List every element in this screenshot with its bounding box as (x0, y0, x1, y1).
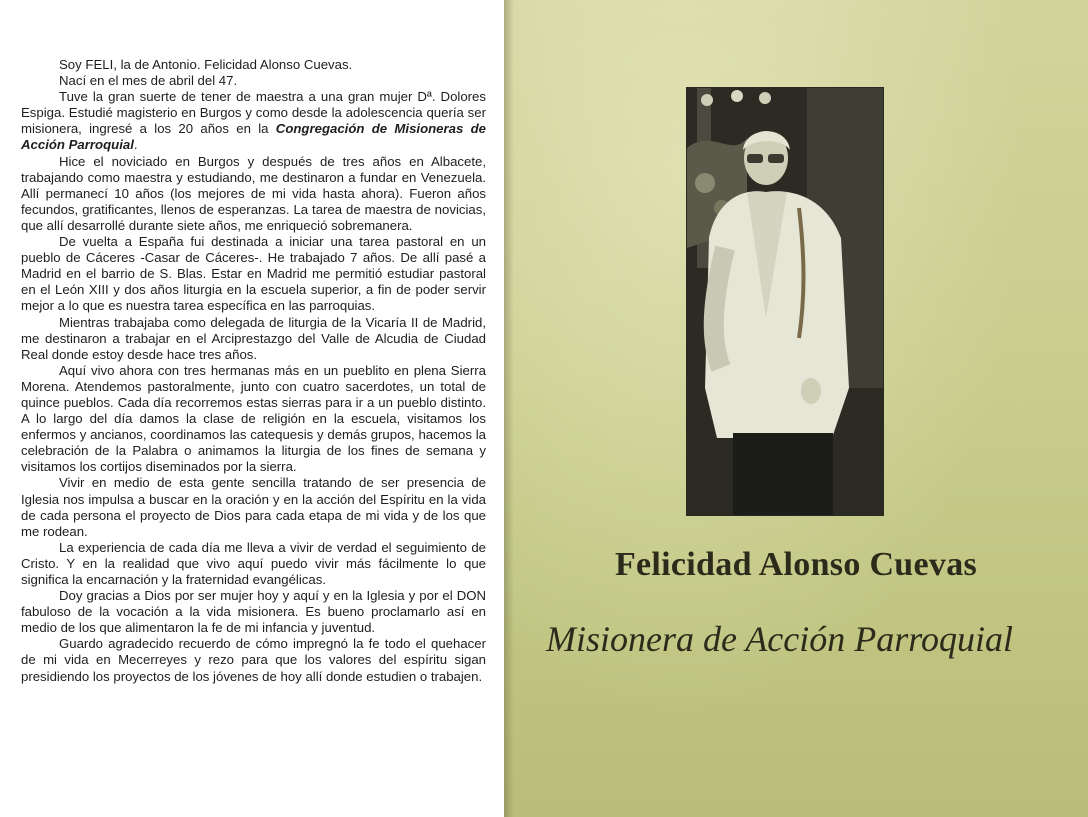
paragraph-1: Soy FELI, la de Antonio. Felicidad Alonso Cuevas. (59, 57, 353, 72)
paragraph-10: Doy gracias a Dios por ser mujer hoy y aquí y en la Iglesia y por el DON fabuloso de la vocación a la vida misionera. Es bueno proclamarlo así en medio de los que alimentaron la fe de mi infancia y juventud. (21, 588, 486, 636)
right-page-cover (504, 0, 1088, 817)
left-page-text (0, 0, 504, 817)
congregation-period: . (133, 137, 138, 153)
paragraph-3 (21, 89, 486, 153)
paragraph-9: La experiencia de cada día me lleva a vivir de verdad el seguimiento de Cristo. Y en la realidad que vivo aquí puedo vivir más fácilmente lo que significa la encarnación y la fraternidad evangélicas. (21, 539, 486, 587)
paragraph-2: Nací en el mes de abril del 47. (59, 73, 238, 89)
paragraph-3-text: Tuve la gran suerte de tener de maestra a una gran mujer Dª. Dolores Espiga. Estudié magisterio en Burgos y como desde la adolescencia quería ser misionera, ingresé a los 20 años en la (21, 89, 486, 137)
person-name: Felicidad Alonso Cuevas (614, 546, 978, 583)
paragraph-11: Guardo agradecido recuerdo de cómo impregnó la fe todo el quehacer de mi vida en Mecerreyes y rezo para que los valores del espíritu sigan presidiendo los proyectos de los jóvenes de hoy allí donde estudien o trabajen. (21, 636, 486, 684)
paragraph-7: Aquí vivo ahora con tres hermanas más en un pueblito en plena Sierra Morena. Atendemos pastoralmente, junto con cuatro sacerdotes, un total de quince pueblos. Cada día recorremos estas sierras para ir a un pueblo distinto. A lo largo del día damos la clase de religión en la escuela, visitamos los enfermos y ancianos, coordinamos las catequesis y demás grupos, hacemos la celebración de la Palabra o animamos la liturgia de los fines de semana y visitamos los cortijos diseminados por la sierra. (21, 362, 486, 475)
paragraph-4: Hice el noviciado en Burgos y después de tres años en Albacete, trabajando como maestra y estudiando, me destinaron a fundar en Venezuela. Allí permanecí 10 años (los mejores de mi vida hasta ahora). Fueron años fecundos, gratificantes, llenos de esperanzas. La tarea de maestra de novicias, que allí desarrollé durante siete años, me enriqueció sobremanera. (21, 153, 486, 233)
congregation-name: Congregación de Misioneras de Acción Parroquial (21, 121, 486, 153)
portrait-photo (686, 87, 884, 516)
paragraph-5: De vuelta a España fui destinada a iniciar una tarea pastoral en un pueblo de Cáceres -Casar de Cáceres-. He trabajado 7 años. De allí pasé a Madrid en el barrio de S. Blas. Estar en Madrid me permitió estudiar pastoral en el León XIII y dos años liturgia en la escuela superior, a fin de poder servir mejor a lo que es nuestra tarea específica en las parroquias. (21, 234, 486, 314)
person-role: Misionera de Acción Parroquial (546, 619, 1013, 659)
portrait-illustration (687, 88, 883, 515)
paragraph-6: Mientras trabajaba como delegada de liturgia de la Vicaría II de Madrid, me destinaron a trabajar en el Arciprestazgo del Valle de Alcudia de Ciudad Real donde estoy desde hace tres años. (21, 314, 486, 362)
paragraph-8: Vivir en medio de esta gente sencilla tratando de ser presencia de Iglesia nos impulsa a buscar en la oración y en la acción del Espíritu en la vida de cada persona el proyecto de Dios para cada etapa de mi vida y de los que me rodean. (21, 475, 486, 539)
